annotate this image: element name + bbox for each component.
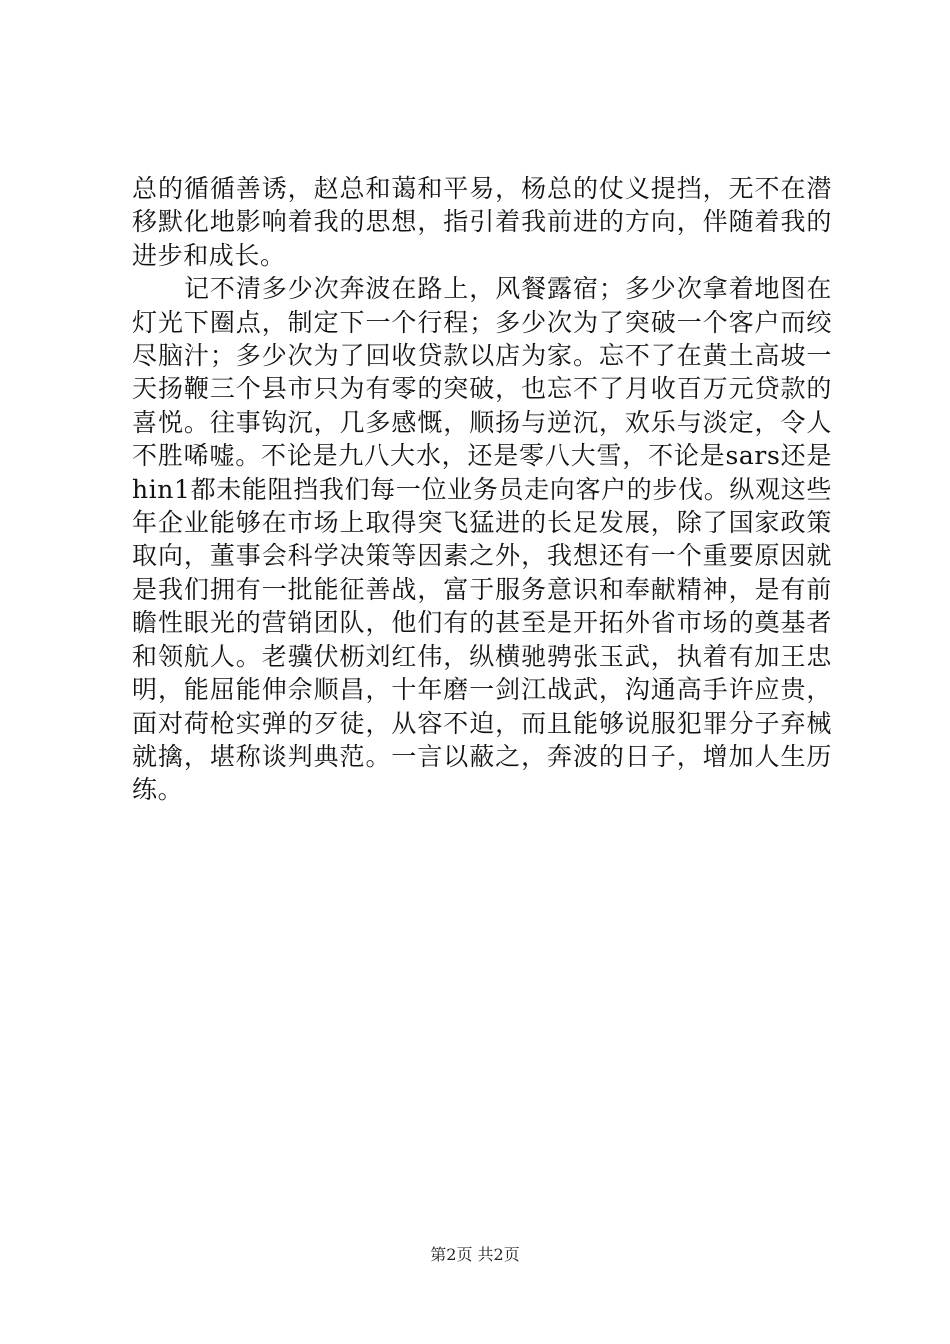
paragraph-main: 记不清多少次奔波在路上，风餐露宿；多少次拿着地图在灯光下圈点，制定下一个行程；多少次为了突破一个客户而绞尽脑汁；多少次为了回收贷款以店为家。忘不了在黄土高坡一天扬鞭三个县市只为有零的突破，也忘不了月收百万元贷款的喜悦。往事钩沉，几多感慨，顺扬与逆沉，欢乐与淡定，令人不胜唏嘘。不论是九八大水，还是零八大雪，不论是sars还是hin1都未能阻挡我们每一位业务员走向客户的步伐。纵观这些年企业能够在市场上取得突飞猛进的长足发展，除了国家政策取向，董事会科学决策等因素之外，我想还有一个重要原因就是我们拥有一批能征善战，富于服务意识和奉献精神，是有前瞻性眼光的营销团队，他们有的甚至是开拓外省市场的奠基者和领航人。老骥伏枥刘红伟，纵横驰骋张玉武，执着有加王忠明，能屈能伸佘顺昌，十年磨一剑江战武，沟通高手许应贵，面对荷枪实弹的歹徒，从容不迫，而且能够说服犯罪分子弃械就擒，堪称谈判典范。一言以蔽之，奔波的日子，增加人生历练。 [132,274,832,805]
document-body [132,172,832,807]
page-number-footer: 第2页 共2页 [430,1245,520,1264]
paragraph-continued: 总的循循善诱，赵总和蔼和平易，杨总的仗义提挡，无不在潜移默化地影响着我的思想，指引着我前进的方向，伴随着我的进步和成长。 [132,174,832,270]
